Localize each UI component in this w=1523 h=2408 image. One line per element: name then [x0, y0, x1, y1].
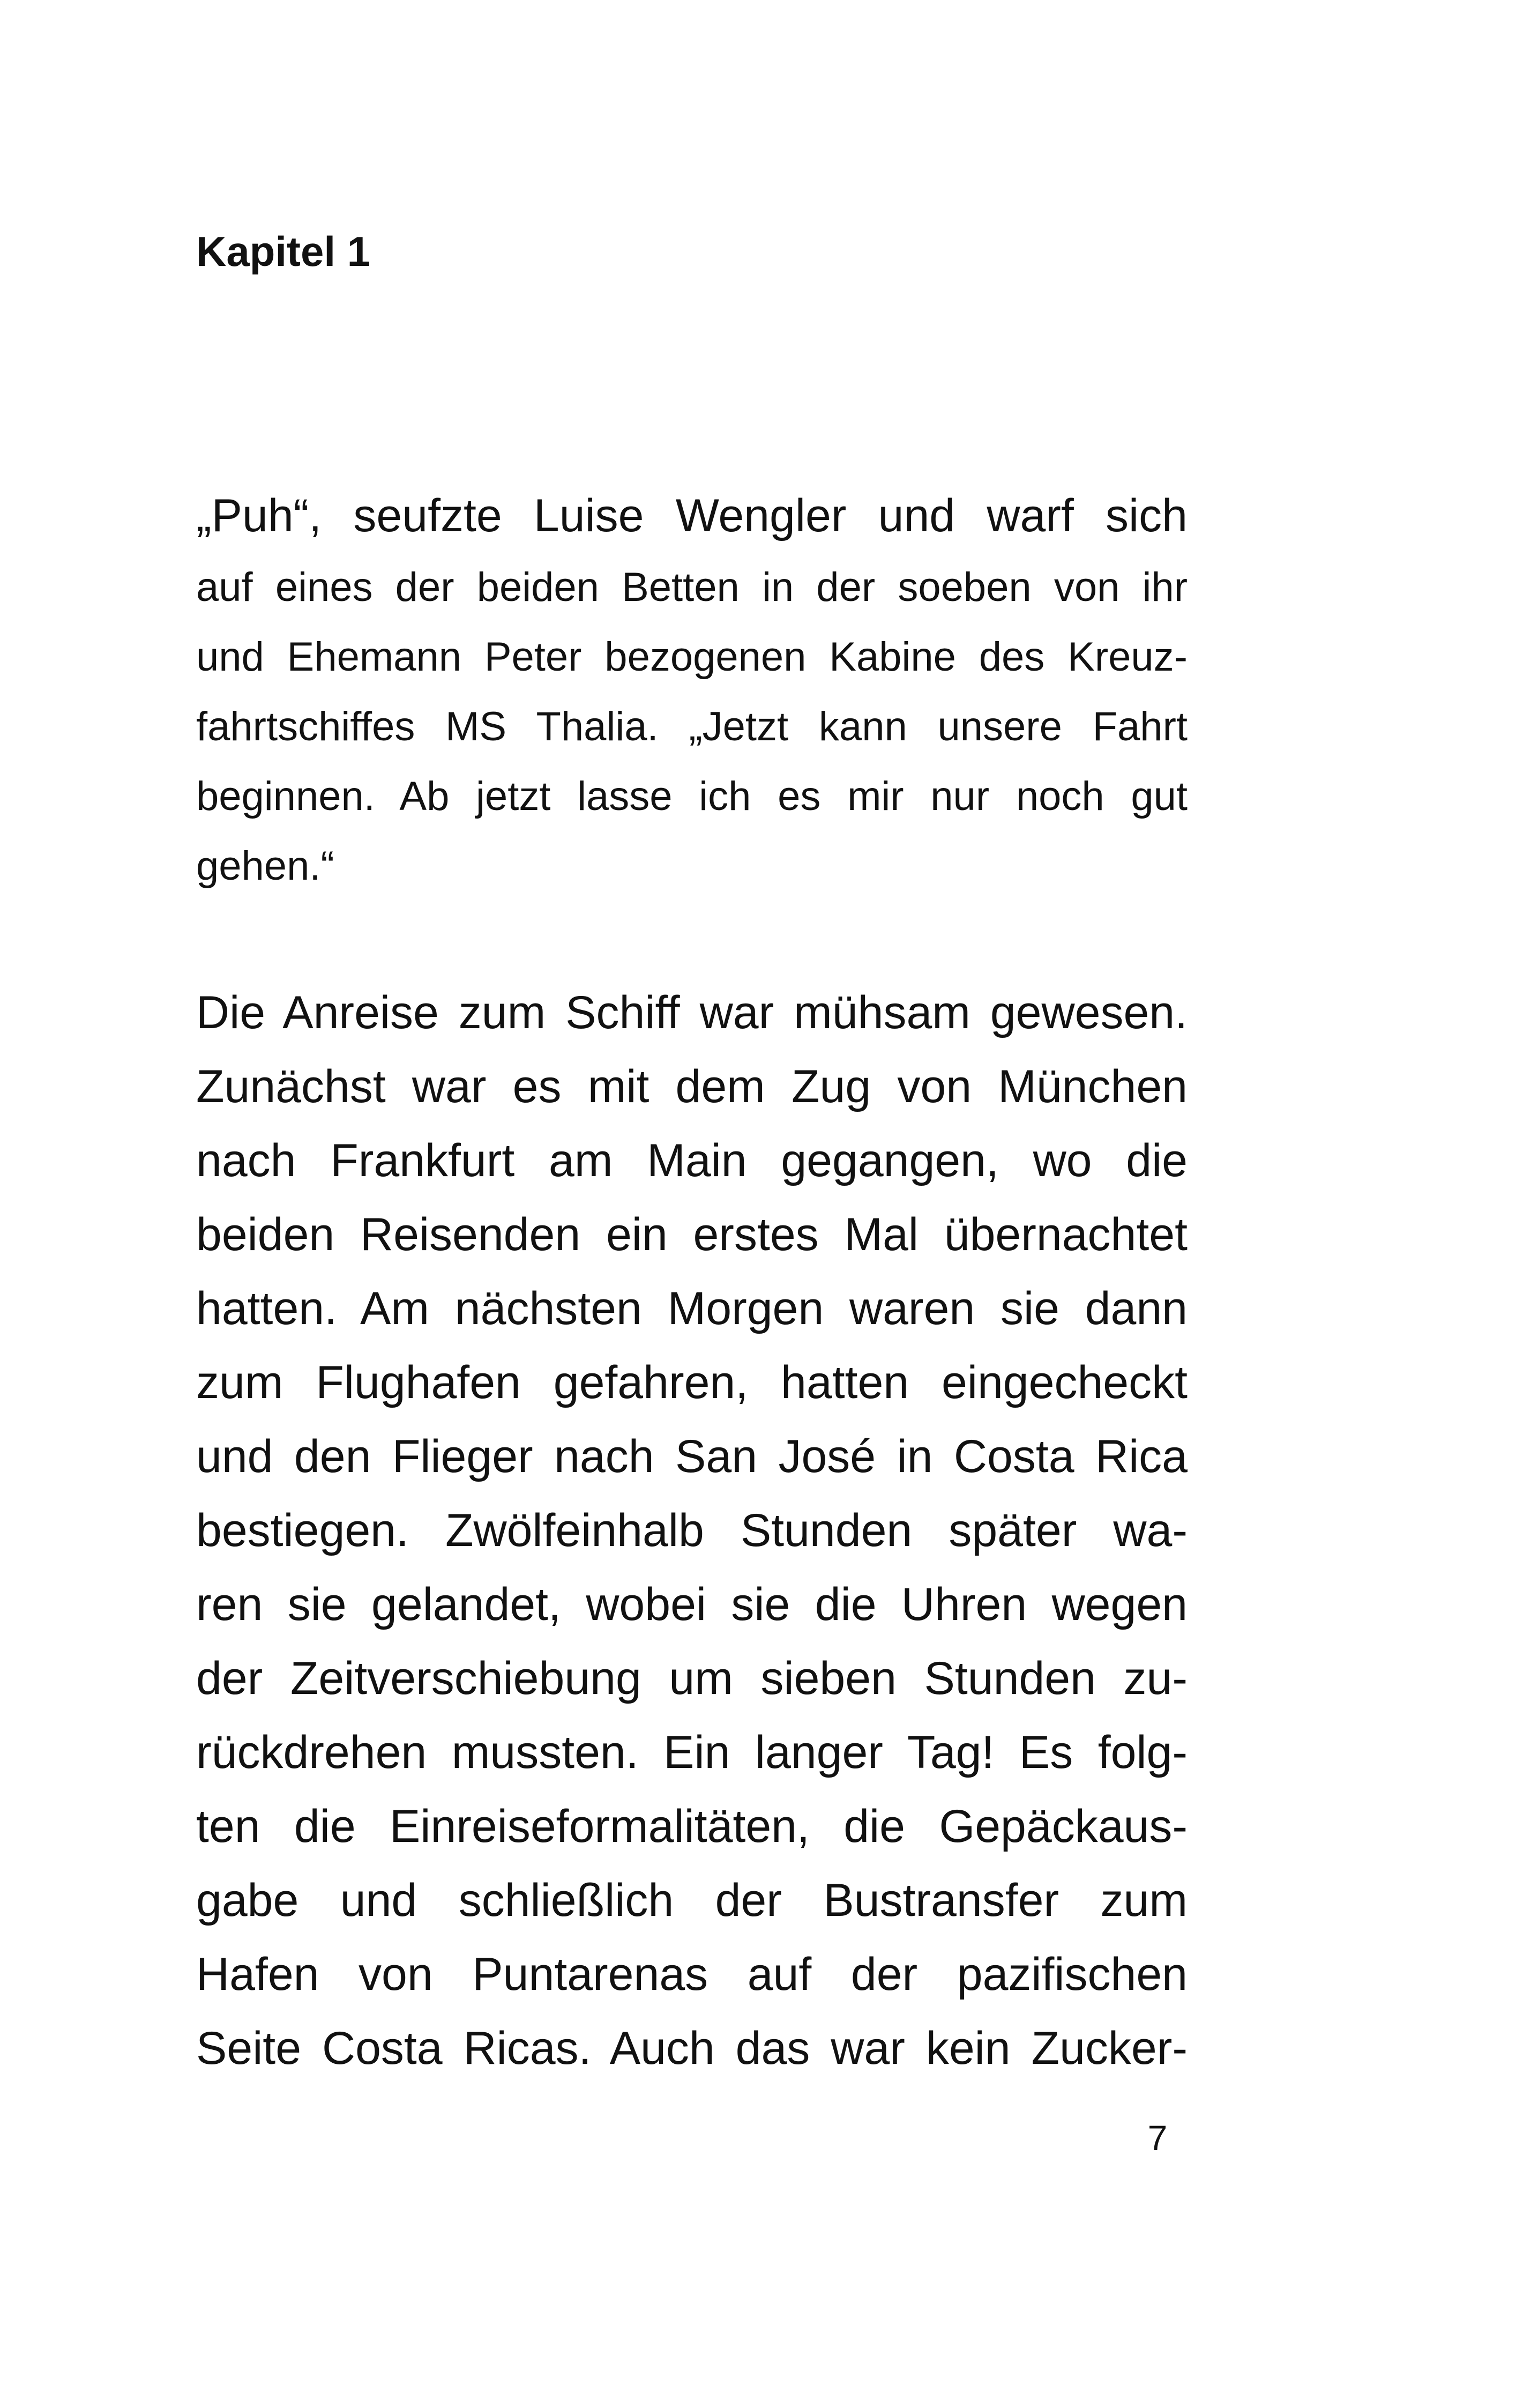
text-line: der Zeitverschiebung um sieben Stunden zu-: [196, 1653, 1188, 1704]
paragraph-2: [196, 976, 1188, 2085]
text-line: Seite Costa Ricas. Auch das war kein Zucker-: [196, 2023, 1188, 2074]
page-number: 7: [1147, 2118, 1168, 2158]
text-line: und Ehemann Peter bezogenen Kabine des Kreuz-: [196, 634, 1188, 680]
text-line: zum Flughafen gefahren, hatten eingecheckt: [196, 1357, 1188, 1408]
paragraph-1: [196, 479, 1188, 901]
text-line: bestiegen. Zwölfeinhalb Stunden später wa-: [196, 1505, 1188, 1556]
text-line: Die Anreise zum Schiff war mühsam gewesen.: [196, 987, 1188, 1038]
text-line: und den Flieger nach San José in Costa Rica: [196, 1431, 1188, 1482]
text-line: nach Frankfurt am Main gegangen, wo die: [196, 1135, 1188, 1186]
text-line: gabe und schließlich der Bustransfer zum: [196, 1875, 1188, 1926]
text-line: beiden Reisenden ein erstes Mal übernachtet: [196, 1209, 1188, 1260]
text-line: gehen.“: [196, 843, 334, 889]
text-line: ten die Einreiseformalitäten, die Gepäckaus-: [196, 1801, 1188, 1852]
chapter-title: Kapitel 1: [196, 228, 371, 275]
text-line: hatten. Am nächsten Morgen waren sie dann: [196, 1283, 1188, 1334]
text-line: auf eines der beiden Betten in der soeben von ihr: [196, 564, 1188, 610]
text-line: Zunächst war es mit dem Zug von München: [196, 1061, 1188, 1112]
text-line: ren sie gelandet, wobei sie die Uhren wegen: [196, 1579, 1188, 1630]
text-line: Hafen von Puntarenas auf der pazifischen: [196, 1949, 1188, 2000]
text-line: fahrtschiffes MS Thalia. „Jetzt kann unsere Fahrt: [196, 704, 1188, 749]
text-line: rückdrehen mussten. Ein langer Tag! Es folg-: [196, 1727, 1188, 1778]
text-line: „Puh“, seufzte Luise Wengler und warf sich: [196, 490, 1188, 541]
text-line: beginnen. Ab jetzt lasse ich es mir nur noch gut: [196, 774, 1188, 819]
